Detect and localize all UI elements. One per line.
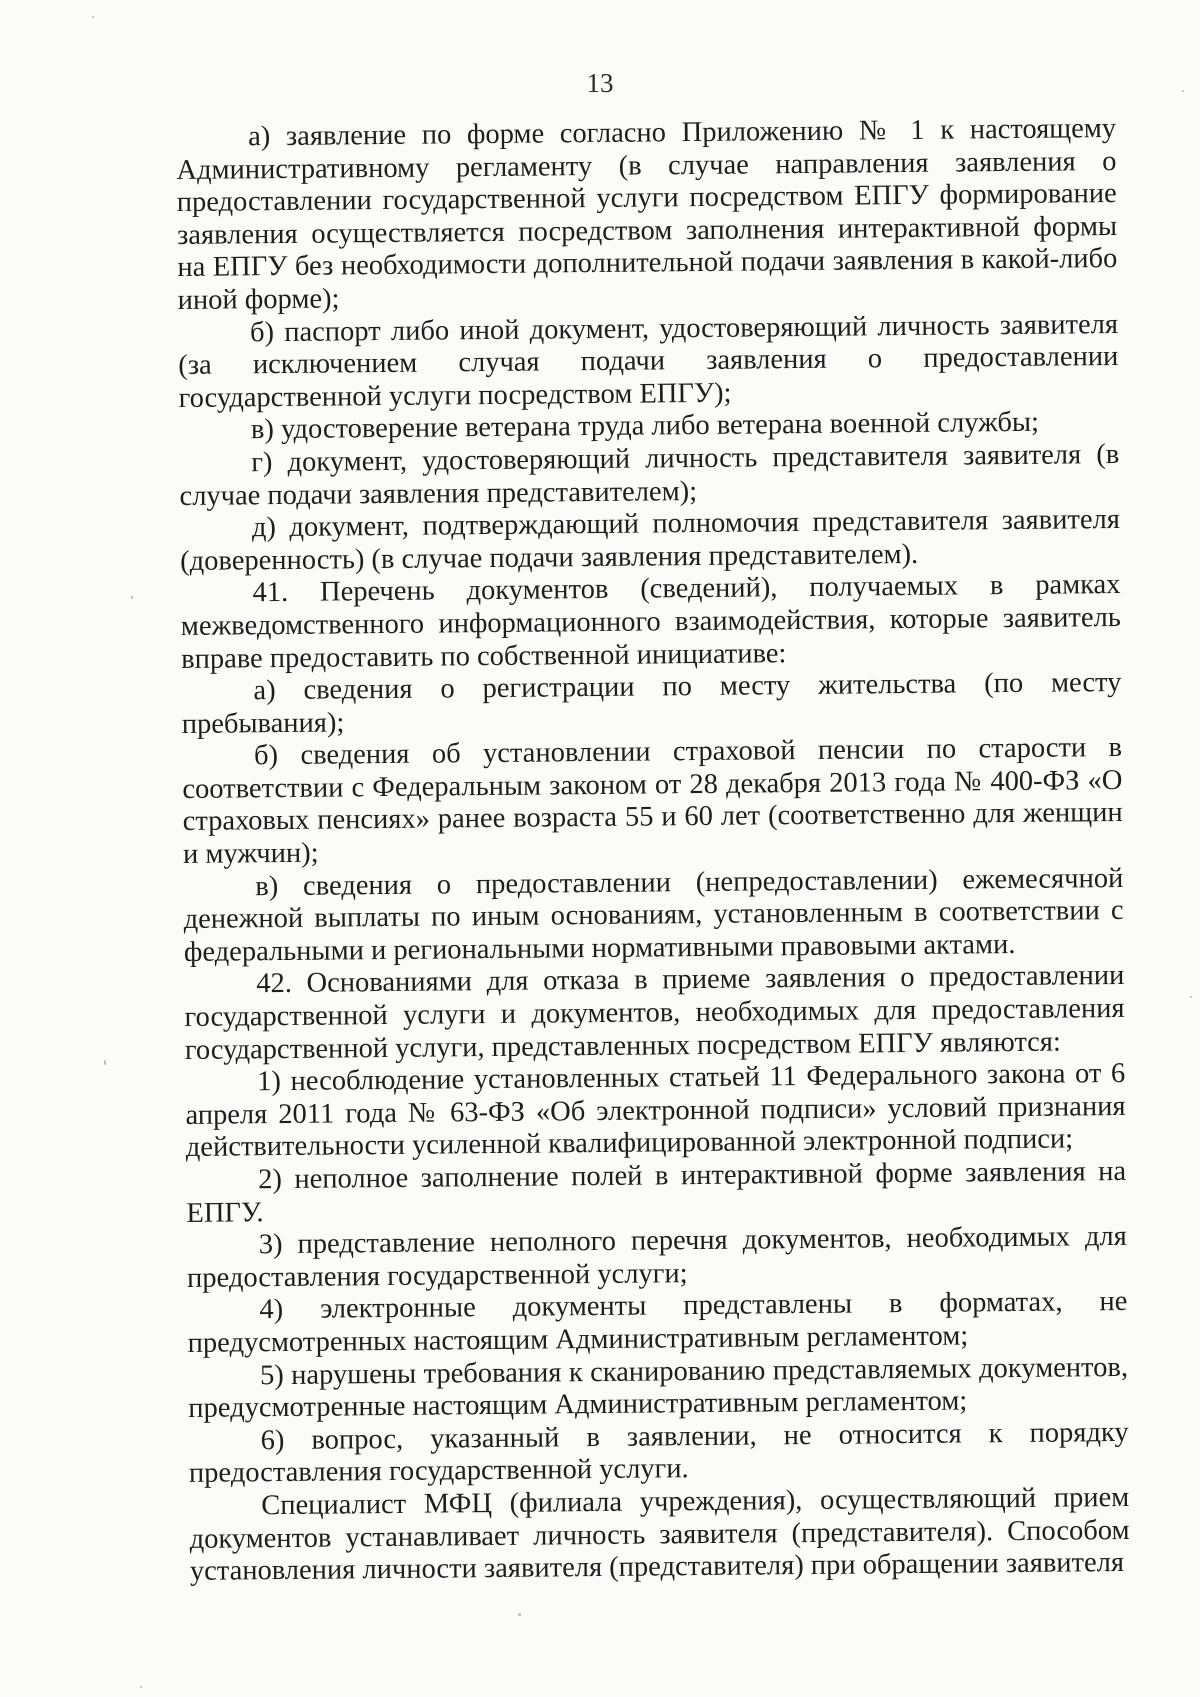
paragraph-41a: а) сведения о регистрации по месту жительства (по месту пребывания); [181,667,1122,740]
paragraph-42-6: 6) вопрос, указанный в заявлении, не относится к порядку предоставления государственной услуги. [188,1416,1129,1490]
paragraph-41v: в) сведения о предоставлении (непредоставлении) ежемесячной денежной выплаты по иным основаниям, установленным в соответствии с федеральными и региональными нормативными правовыми актами. [183,862,1124,968]
paragraph-mfc-specialist: Специалист МФЦ (филиала учреждения), осуществляющий прием документов устанавливает личность заявителя (представителя). Способом установления личности заявителя (представителя) при обращении заявителя [189,1481,1130,1588]
document-text [176,113,1130,1589]
paragraph-42-2: 2) неполное заполнение полей в интерактивной форме заявления на ЕПГУ. [186,1155,1127,1229]
scan-speck [140,1686,142,1688]
paragraph-40a: а) заявление по форме согласно Приложению № 1 к настоящему Административному регламенту (в случае направления заявления о предоставлении государственной услуги посредством ЕПГУ формирование заявления осуществляется посредством заполнения интерактивной формы на ЕПГУ без необходимости дополнительной подачи заявления в какой-либо иной форме); [176,112,1118,316]
scan-speck [1182,90,1184,92]
scan-speck [131,596,133,599]
paragraph-42-1: 1) несоблюдение установленных статьей 11 Федерального закона от 6 апреля 2011 года № 63-ФЗ «Об электронной подписи» условий признания действительности усиленной квалифицированной электронной подписи; [185,1058,1126,1164]
paragraph-41b: б) сведения об установлении страховой пенсии по старости в соответствии с Федеральным законом от 28 декабря 2013 года № 400-ФЗ «О страховых пенсиях» ранее возраста 55 и 60 лет (соответственно для женщин и мужчин); [182,732,1123,871]
page-number: 13 [586,68,614,98]
paragraph-40d: д) документ, подтверждающий полномочия представителя заявителя (доверенность) (в случае подачи заявления представителем). [180,504,1121,577]
paragraph-42-3: 3) представление неполного перечня документов, необходимых для предоставления государственной услуги; [186,1221,1127,1294]
paragraph-40b: б) паспорт либо иной документ, удостоверяющий личность заявителя (за исключением случая подачи заявления о предоставлении государственной услуги посредством ЕПГУ); [178,308,1119,414]
paragraph-40v: в) удостоверение ветерана труда либо ветерана военной службы; [250,407,1040,446]
paragraph-40g: г) документ, удостоверяющий личность представителя заявителя (в случае подачи заявления представителем); [179,438,1120,512]
paragraph-41: 41. Перечень документов (сведений), получаемых в рамках межведомственного информационного взаимодействия, которые заявитель вправе предоставить по собственной инициативе: [180,569,1121,675]
paragraph-42: 42. Основаниями для отказа в приеме заявления о предоставлении государственной услуги и документов, необходимых для предоставления государственной услуги, представленных посредством ЕПГУ являются: [184,960,1125,1066]
scan-speck [1190,996,1192,998]
scan-speck [518,1613,521,1616]
paragraph-42-5: 5) нарушены требования к сканированию представляемых документов, предусмотренные настоящим Административным регламентом; [188,1351,1129,1425]
scan-speck [104,1060,106,1065]
paragraph-42-4: 4) электронные документы представлены в форматах, не предусмотренных настоящим Административным регламентом; [187,1286,1128,1359]
scan-speck [92,16,94,18]
